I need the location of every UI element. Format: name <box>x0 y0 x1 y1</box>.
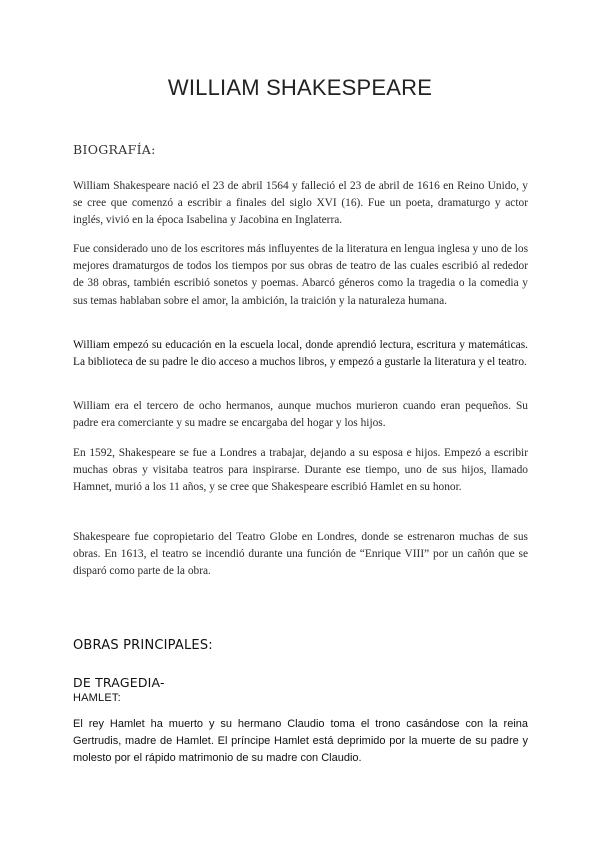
works-heading: OBRAS PRINCIPALES: <box>73 638 213 653</box>
hamlet-summary: El rey Hamlet ha muerto y su hermano Claudio toma el trono casándose con la reina Gertrudis, madre de Hamlet. El príncipe Hamlet está deprimido por la muerte de su padre y molesto por el rápido matrimonio de su madre con Claudio. <box>73 718 528 764</box>
tragedy-heading: DE TRAGEDIA- <box>73 675 165 690</box>
biography-paragraph-4: William era el tercero de ocho hermanos, aunque muchos murieron cuando eran pequeños. Su padre era comerciante y su madre se encargaba del hogar y los hijos. <box>73 400 528 430</box>
biography-paragraph-5: En 1592, Shakespeare se fue a Londres a trabajar, dejando a su esposa e hijos. Empezó a escribir muchas obras y visitaba teatros para inspirarse. Durante ese tiempo, uno de sus hijos, llamado Hamnet, murió a los 11 años, y se cree que Shakespeare escribió Hamlet en su honor. <box>73 447 528 494</box>
biography-paragraph-1: William Shakespeare nació el 23 de abril 1564 y falleció el 23 de abril de 1616 en Reino Unido, y se cree que comenzó a escribir a finales del siglo XVI (16). Fue un poeta, dramaturgo y actor inglés, vivió en la época Isabelina y Jacobina en Inglaterra. <box>73 180 528 227</box>
page-title: WILLIAM SHAKESPEARE <box>167 75 433 100</box>
biography-paragraph-3: William empezó su educación en la escuela local, donde aprendió lectura, escritura y matemáticas. La biblioteca de su padre le dio acceso a muchos libros, y empezó a gustarle la literatura y el teatro. <box>73 339 528 369</box>
biography-heading: BIOGRAFÍA: <box>73 142 156 157</box>
biography-paragraph-6: Shakespeare fue copropietario del Teatro Globe en Londres, donde se estrenaron muchas de sus obras. En 1613, el teatro se incendió durante una función de “Enrique VIII” por un cañón que se disparó como parte de la obra. <box>73 531 528 578</box>
biography-paragraph-2: Fue considerado uno de los escritores más influyentes de la literatura en lengua inglesa y uno de los mejores dramaturgos de todos los tiempos por sus obras de teatro de las cuales escribió al rededor de 38 obras, también escribió sonetos y poemas. Abarcó géneros como la tragedia o la comedia y sus temas hablaban sobre el amor, la ambición, la traición y la naturaleza humana. <box>73 243 528 307</box>
hamlet-heading: HAMLET: <box>73 692 121 704</box>
